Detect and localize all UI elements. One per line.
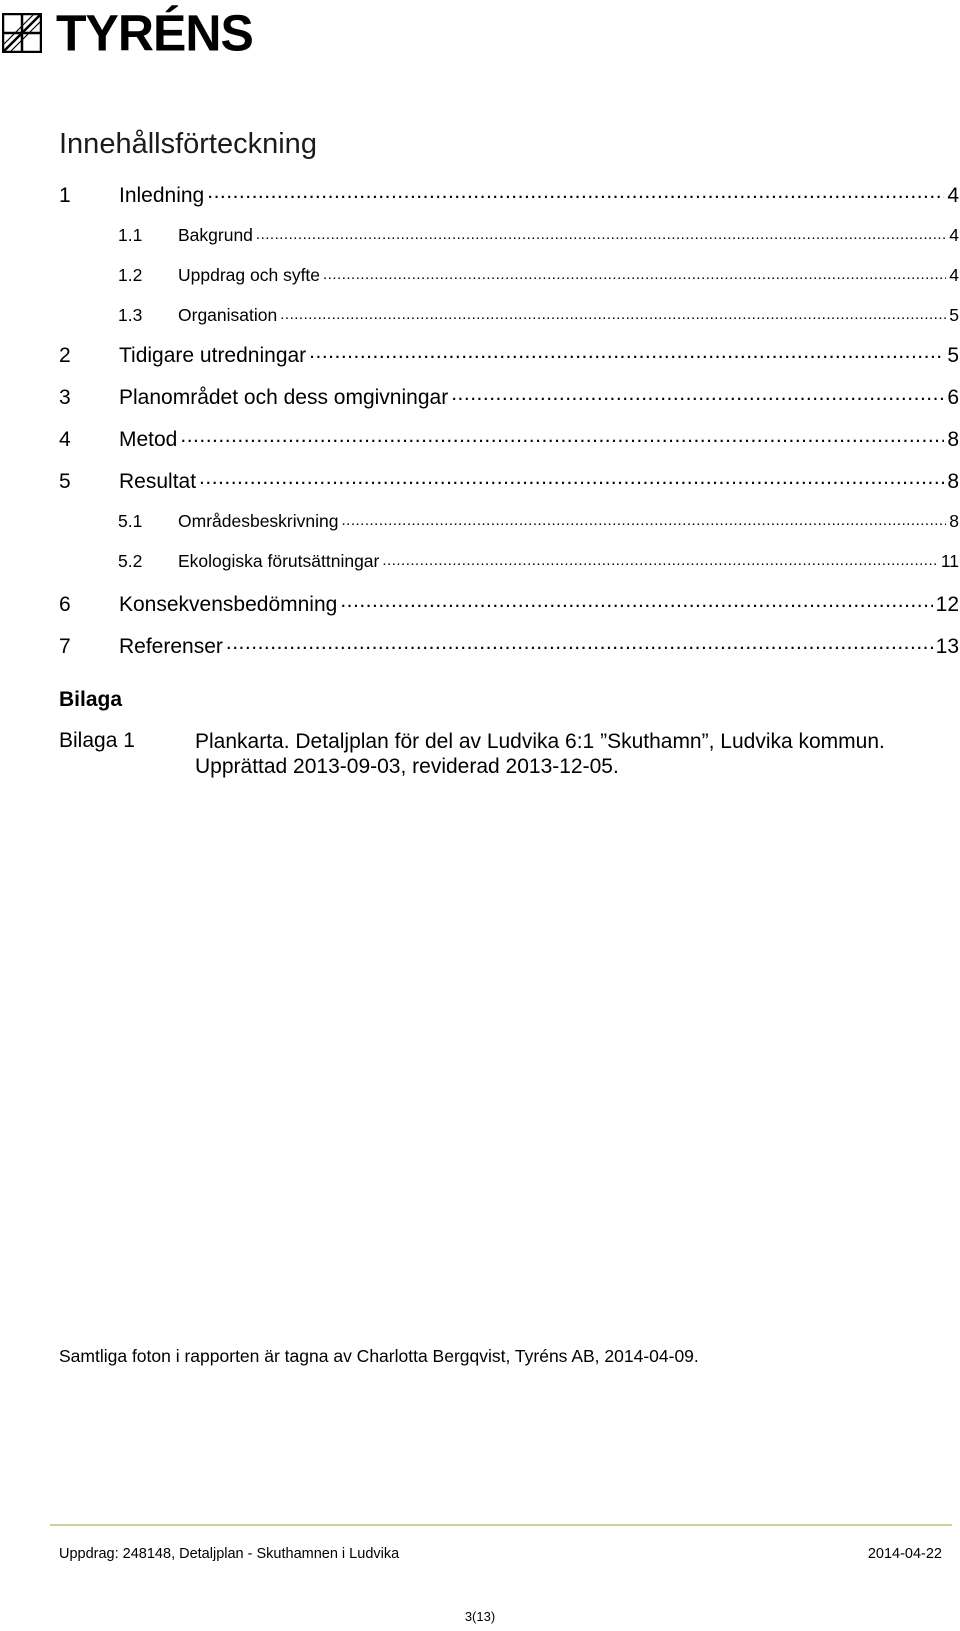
toc-entry[interactable] [118, 223, 959, 246]
toc-entry[interactable] [118, 263, 959, 286]
toc-entry[interactable] [59, 383, 959, 410]
toc-entry-label: Områdesbeskrivning [178, 510, 339, 531]
toc-entry-page: 8 [949, 510, 959, 531]
toc-entry-number: 4 [59, 428, 71, 451]
toc-dot-leader [341, 509, 946, 527]
toc-dot-leader [323, 263, 946, 281]
toc-entry[interactable] [59, 425, 959, 452]
toc-entry-page: 13 [935, 635, 959, 658]
appendix-item [59, 729, 939, 779]
toc-entry-label: Metod [119, 428, 178, 451]
toc-dot-leader [340, 590, 932, 611]
toc-entry[interactable] [59, 341, 959, 368]
toc-entry-label: Organisation [178, 304, 278, 325]
toc-entry-page: 6 [947, 386, 959, 409]
toc-entry-label: Referenser [119, 635, 223, 658]
toc-entry[interactable] [59, 590, 959, 617]
toc-entry[interactable] [118, 303, 959, 326]
toc-entry[interactable] [59, 632, 959, 659]
toc-entry-page: 4 [947, 184, 959, 207]
tyrens-logo-icon [2, 13, 42, 53]
toc-dot-leader [256, 223, 946, 241]
toc-dot-leader [280, 303, 946, 321]
brand-logo [2, 4, 253, 62]
toc-entry-number: 7 [59, 635, 71, 658]
toc-entry-page: 4 [949, 224, 959, 245]
footer-date: 2014-04-22 [867, 1546, 942, 1562]
toc-entry-number: 1.3 [118, 304, 143, 325]
toc-dot-leader [199, 467, 944, 488]
toc-entry-label: Uppdrag och syfte [178, 264, 321, 285]
toc-entry-page: 8 [947, 470, 959, 493]
footer-project: Uppdrag: 248148, Detaljplan - Skuthamnen i Ludvika [59, 1546, 400, 1562]
toc-dot-leader [451, 383, 944, 404]
toc-dot-leader [309, 341, 944, 362]
footer-divider [50, 1524, 952, 1526]
toc-entry-number: 5 [59, 470, 71, 493]
toc-entry-page: 5 [947, 344, 959, 367]
toc-dot-leader [382, 549, 937, 567]
toc-entry-number: 5.1 [118, 510, 143, 531]
toc-entry-label: Ekologiska förutsättningar [178, 550, 380, 571]
toc-title: Innehållsförteckning [59, 128, 317, 160]
page-number: 3(13) [464, 1609, 496, 1624]
toc-dot-leader [207, 181, 944, 202]
toc-entry-page: 8 [947, 428, 959, 451]
toc-entry-number: 5.2 [118, 550, 143, 571]
toc-dot-leader [180, 425, 944, 446]
toc-entry-page: 12 [935, 593, 959, 616]
toc-entry-label: Konsekvensbedömning [119, 593, 338, 616]
toc-entry-number: 1.1 [118, 224, 143, 245]
toc-entry-page: 11 [940, 550, 959, 571]
toc-entry-number: 1.2 [118, 264, 143, 285]
toc-entry-number: 6 [59, 593, 71, 616]
toc-dot-leader [226, 632, 933, 653]
appendix-item-label: Bilaga 1 [59, 729, 135, 752]
toc-entry-number: 2 [59, 344, 71, 367]
brand-name: TYRÉNS [56, 4, 253, 62]
toc-entry[interactable] [59, 181, 959, 208]
toc-entry-page: 4 [949, 264, 959, 285]
toc-entry-label: Tidigare utredningar [119, 344, 307, 367]
appendix-heading: Bilaga [59, 688, 123, 711]
appendix-item-text: Plankarta. Detaljplan för del av Ludvika 6:1 ”Skuthamn”, Ludvika kommun. Upprättad 2013-09-03, reviderad 2013-12-05. [195, 730, 885, 778]
toc-entry-label: Planområdet och dess omgivningar [119, 386, 449, 409]
toc-entry-page: 5 [949, 304, 959, 325]
toc-entry[interactable] [118, 509, 959, 532]
toc-entry-number: 1 [59, 184, 71, 207]
toc-entry-number: 3 [59, 386, 71, 409]
toc-entry-label: Bakgrund [178, 224, 253, 245]
toc-entry[interactable] [59, 467, 959, 494]
photo-credit-note: Samtliga foton i rapporten är tagna av Charlotta Bergqvist, Tyréns AB, 2014-04-09. [59, 1346, 699, 1366]
toc-entry-label: Inledning [119, 184, 205, 207]
toc-entry-label: Resultat [119, 470, 197, 493]
toc-entry[interactable] [118, 549, 959, 572]
